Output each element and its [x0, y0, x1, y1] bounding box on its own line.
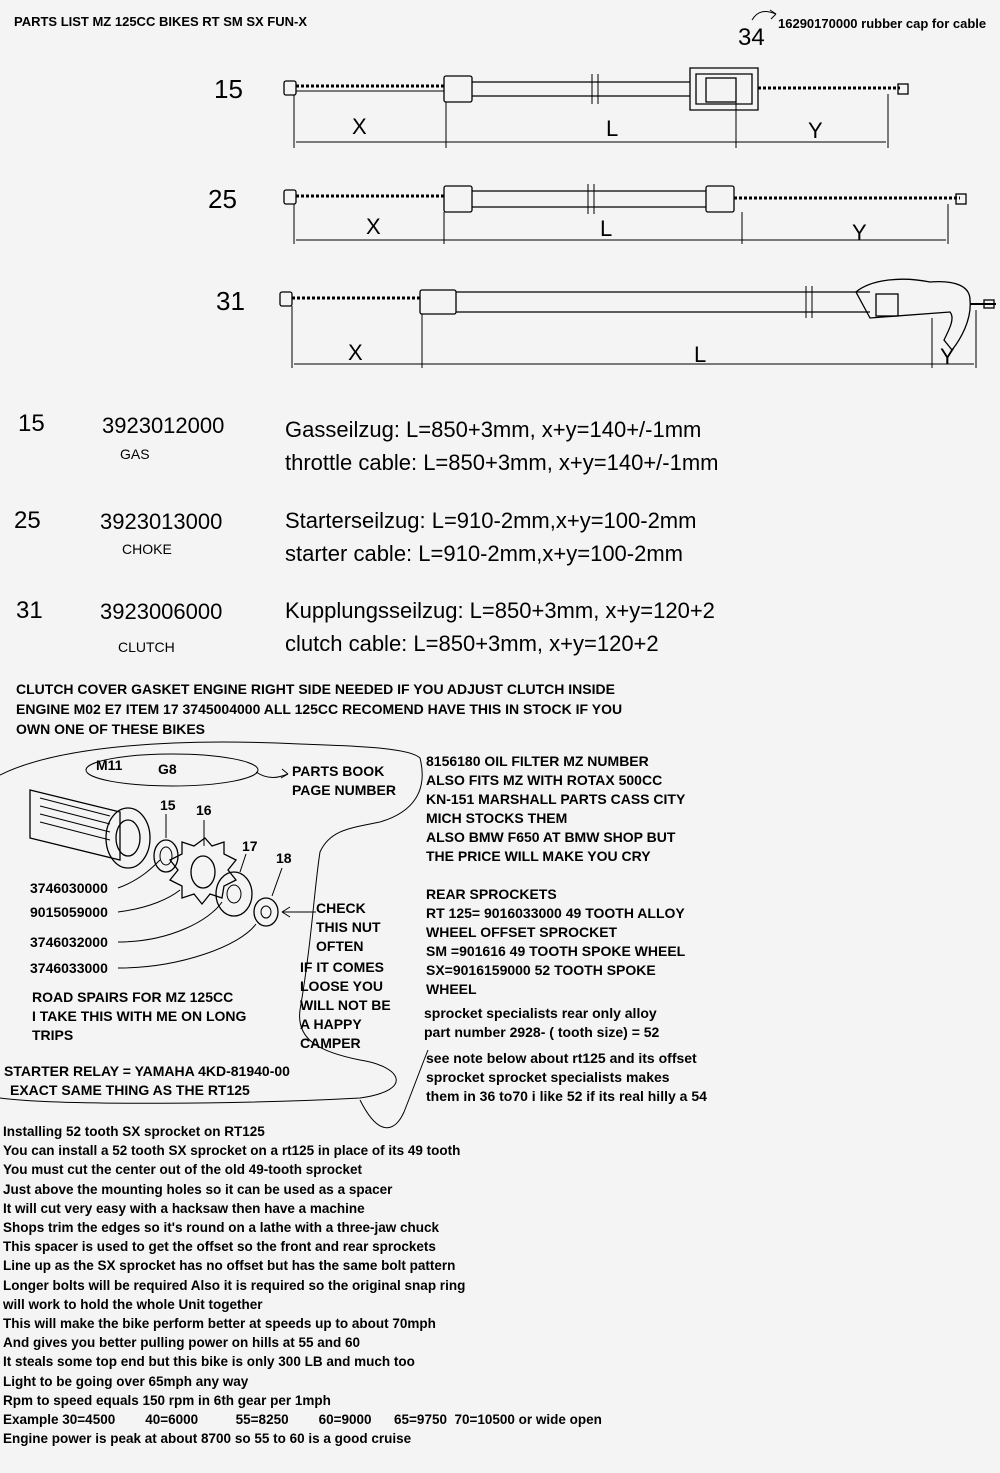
check-nut-note: CHECK THIS NUT OFTEN	[316, 900, 381, 954]
dim-x-15: X	[352, 114, 367, 139]
cable-desc-de: Starterseilzug: L=910-2mm,x+y=100-2mm	[285, 508, 697, 533]
cable-part-number: 3923006000	[100, 599, 223, 624]
callout-15: 15	[160, 797, 176, 813]
item-34-number: 34	[738, 24, 765, 51]
dim-x-31: X	[348, 340, 363, 365]
item-34-description: 16290170000 rubber cap for cable	[778, 16, 987, 31]
sketch-pn-2: 9015059000	[30, 904, 108, 920]
road-spares-note: ROAD SPAIRS FOR MZ 125CC I TAKE THIS WITH ME ON LONG TRIPS	[32, 989, 247, 1043]
page-title: PARTS LIST MZ 125CC BIKES RT SM SX FUN-X	[14, 14, 308, 29]
sketch-label-g8: G8	[158, 761, 177, 777]
callout-16: 16	[196, 802, 212, 818]
sketch-pn-3: 3746032000	[30, 934, 108, 950]
install-heading: Installing 52 tooth SX sprocket on RT125	[3, 1124, 265, 1139]
cable-desc-de: Gasseilzug: L=850+3mm, x+y=140+/-1mm	[285, 417, 702, 442]
dim-y-15: Y	[808, 118, 823, 143]
dim-l-31: L	[694, 342, 707, 367]
see-note: see note below about rt125 and its offset sprocket sprocket specialists makes them in 36 to70 i like 52 if its real hilly a 54	[426, 1050, 707, 1104]
gasket-note: CLUTCH COVER GASKET ENGINE RIGHT SIDE NEEDED IF YOU ADJUST CLUTCH INSIDE ENGINE M02 E7 ITEM 17 3745004000 ALL 125CC RECOMEND HAVE THIS IN STOCK IF YOU OWN ONE OF THESE BIKES	[16, 681, 623, 737]
cable-tag: GAS	[120, 446, 150, 462]
cable-tag: CHOKE	[122, 541, 172, 557]
sketch-pn-4: 3746033000	[30, 960, 108, 976]
loose-note: IF IT COMES LOOSE YOU WILL NOT BE A HAPPY CAMPER	[300, 959, 391, 1051]
oil-filter-note: 8156180 OIL FILTER MZ NUMBER ALSO FITS MZ WITH ROTAX 500CC KN-151 MARSHALL PARTS CASS CITY MICH STOCKS THEM ALSO BMW F650 AT BMW SHOP BUT THE PRICE WILL MAKE YOU CRY	[426, 753, 686, 864]
parts-book-label: PARTS BOOK PAGE NUMBER	[292, 763, 396, 798]
sprocket-specialists-note: sprocket specialists rear only alloy part number 2928- ( tooth size) = 52	[424, 1005, 660, 1040]
dim-l-25: L	[600, 216, 613, 241]
cable-desc-en: throttle cable: L=850+3mm, x+y=140+/-1mm	[285, 450, 719, 475]
cable-desc-en: clutch cable: L=850+3mm, x+y=120+2	[285, 631, 659, 656]
cable-tag: CLUTCH	[118, 639, 175, 655]
starter-relay-note: STARTER RELAY = YAMAHA 4KD-81940-00 EXACT SAME THING AS THE RT125	[4, 1063, 290, 1098]
install-instructions: Installing 52 tooth SX sprocket on RT125 You can install a 52 tooth SX sprocket on a rt125 in place of its 49 tooth You must cut the center out of the old 49-tooth sprocket Just above the mounting holes so it can be used as a spacer It will cut very easy with a hacksaw then have a machine Shops trim the edges so it's round on a lathe with a three-jaw chuck This spacer is used to get the offset so the front and rear sprockets Line up as the SX sprocket has no offset but has the same bolt pattern Longer bolts will be required Also it is required so the original snap ring will work to hold the whole Unit together This will make the bike perform better at speeds up to about 70mph And gives you better pulling power on hills at 55 and 60 It steals some top end but this bike is only 300 LB and much too Light to be going over 65mph any way Rpm to speed equals 150 rpm in 6th gear per 1mph Example 30=4500 40=6000 55=8250 60=9000 65=9750 70=10500 or wide open Engine power is peak at about 8700 so 55 to 60 is a good cruise	[3, 1124, 602, 1447]
callout-17: 17	[242, 838, 258, 854]
dim-x-25: X	[366, 214, 381, 239]
cable-desc-en: starter cable: L=910-2mm,x+y=100-2mm	[285, 541, 684, 566]
sketch-label-m11: M11	[96, 757, 123, 773]
cable-item-number: 31	[16, 597, 43, 624]
rear-sprockets-note: REAR SPROCKETS RT 125= 9016033000 49 TOOTH ALLOY WHEEL OFFSET SPROCKET SM =901616 49 TOOTH SPOKE WHEEL SX=9016159000 52 TOOTH SPOKE WHEEL	[426, 886, 686, 997]
cable-part-number: 3923013000	[100, 509, 223, 534]
cable-item-number: 15	[18, 410, 45, 437]
diagram-item-25: 25	[208, 184, 237, 214]
dim-l-15: L	[606, 116, 619, 141]
callout-18: 18	[276, 850, 292, 866]
dim-y-31: Y	[940, 344, 955, 369]
diagram-item-31: 31	[216, 286, 245, 316]
cable-part-number: 3923012000	[102, 413, 225, 438]
sketch-pn-1: 3746030000	[30, 880, 108, 896]
dim-y-25: Y	[852, 220, 867, 245]
diagram-item-15: 15	[214, 74, 243, 104]
cable-item-number: 25	[14, 507, 41, 534]
cable-desc-de: Kupplungsseilzug: L=850+3mm, x+y=120+2	[285, 598, 715, 623]
